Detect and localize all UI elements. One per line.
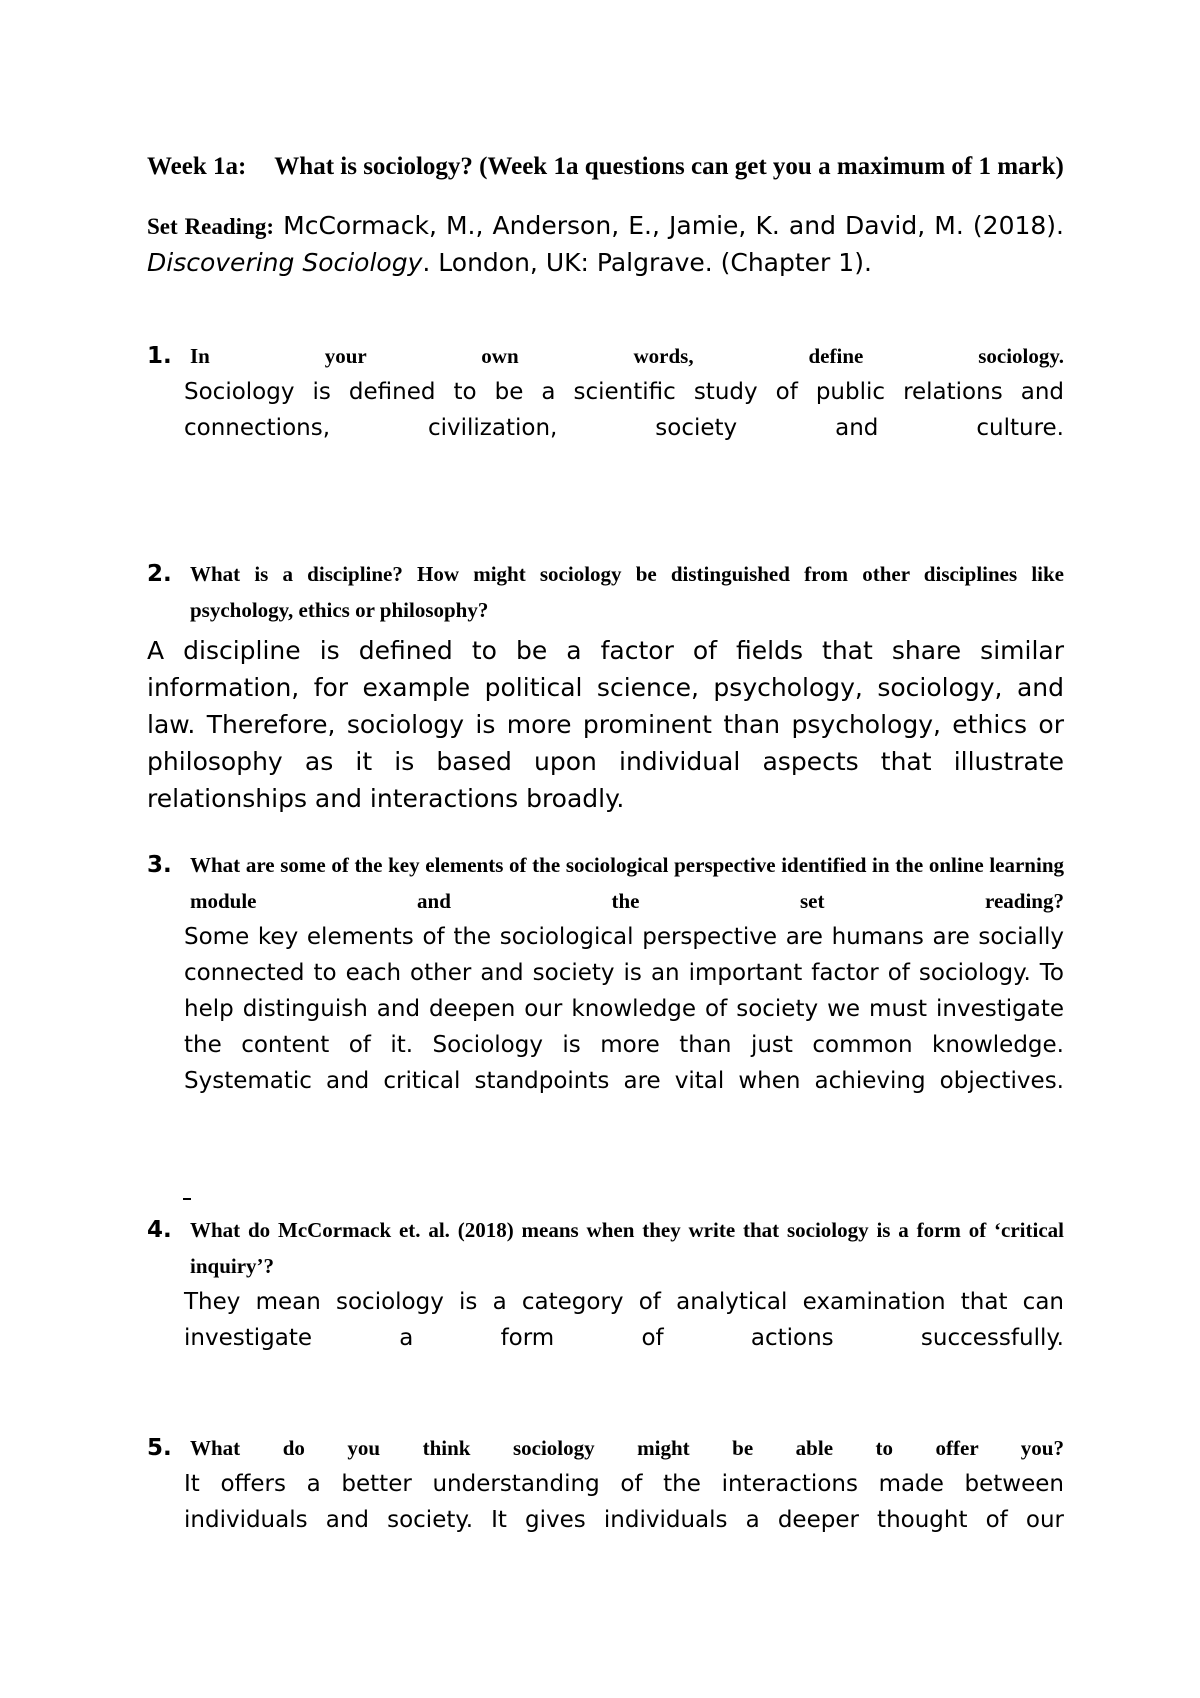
set-reading-citation-start: McCormack, M., Anderson, E., Jamie, K. and David, M. (2018). <box>274 211 1064 240</box>
question-3 <box>147 847 1064 1099</box>
set-reading-book-title: Discovering Sociology <box>147 248 423 277</box>
answer-text: A discipline is defined to be a factor of fields that share similar information, for example political science, psychology, sociology, and law. Therefore, sociology is more prominent than psychology, ethics or philosophy as it is based upon individual aspects that illustrate relationships and interactions broadly. <box>147 636 1064 813</box>
answer-text: It offers a better understanding of the interactions made between individuals and society. It gives individuals a deeper thought of our <box>184 1471 1064 1533</box>
question-number: 1. <box>147 343 172 369</box>
answer-text: Some key elements of the sociological perspective are humans are socially connected to each other and society is an important factor of sociology. To help distinguish and deepen our knowledge of society we must investigate the content of it. Sociology is more than just common knowledge. Systematic and critical standpoints are vital when achieving objectives. <box>184 924 1064 1094</box>
question-text: What do McCormack et. al. (2018) means when they write that sociology is a form of ‘critical inquiry’? <box>190 1218 1064 1278</box>
question-text: In your own words, define sociology. <box>190 344 1064 368</box>
question-1 <box>147 338 1064 446</box>
question-number: 5. <box>147 1435 172 1461</box>
document-page <box>147 148 1064 1533</box>
question-text: What do you think sociology might be able to offer you? <box>190 1436 1064 1460</box>
week-label: Week 1a: <box>147 153 247 180</box>
question-text: What are some of the key elements of the sociological perspective identified in the online learning module and the set reading? <box>190 853 1064 913</box>
question-4 <box>147 1212 1064 1356</box>
answer-text: They mean sociology is a category of analytical examination that can investigate a form of actions successfully. <box>184 1289 1064 1351</box>
stray-dash-mark <box>183 1198 191 1200</box>
week-title: What is sociology? (Week 1a questions can get you a maximum of 1 mark) <box>274 153 1064 180</box>
question-number: 4. <box>147 1217 172 1243</box>
question-number: 3. <box>147 852 172 878</box>
set-reading-citation-end: . London, UK: Palgrave. (Chapter 1). <box>422 248 872 277</box>
answer-text: Sociology is defined to be a scientific study of public relations and connections, civilization, society and culture. <box>184 379 1064 441</box>
week-heading <box>147 148 1064 186</box>
set-reading <box>147 208 1064 281</box>
question-number: 2. <box>147 561 172 587</box>
question-2 <box>147 556 1064 817</box>
question-text: What is a discipline? How might sociology be distinguished from other disciplines like psychology, ethics or philosophy? <box>190 562 1064 622</box>
question-5 <box>147 1430 1064 1538</box>
set-reading-label: Set Reading: <box>147 214 275 239</box>
